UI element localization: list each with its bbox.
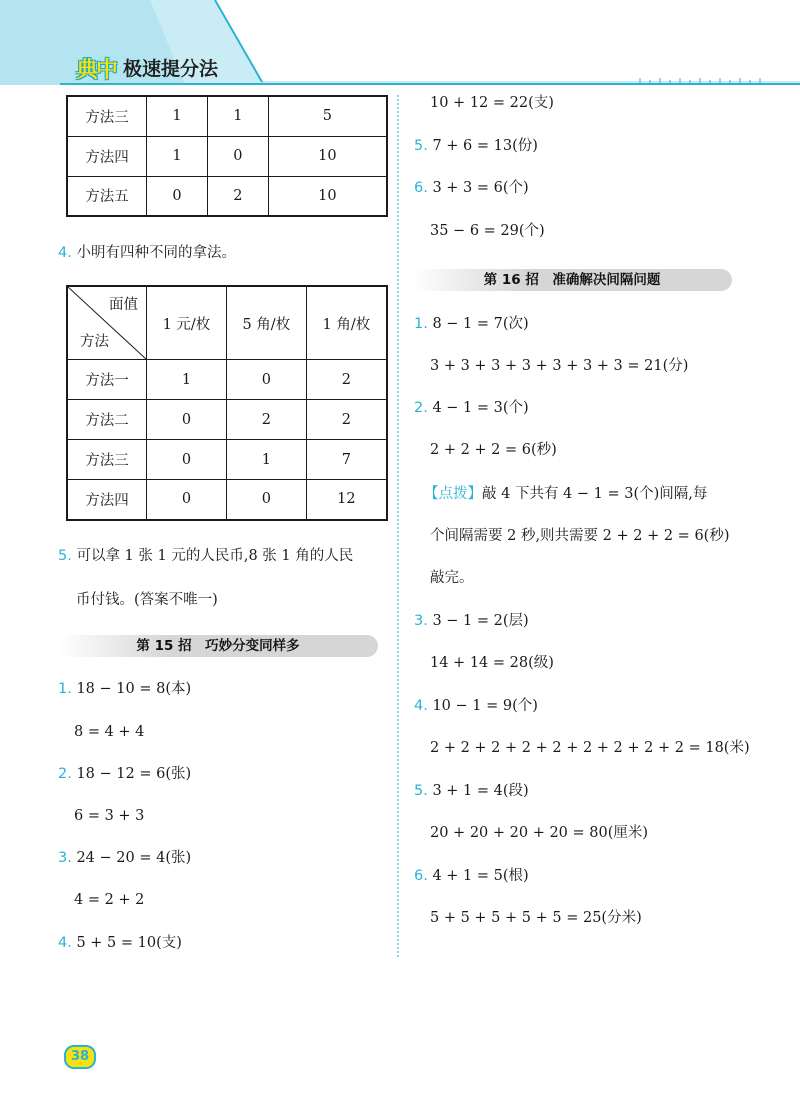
table-cell: 方法二 [67,400,147,440]
hint-line-2: 个间隔需要 2 秒,则共需要 2 + 2 + 2 = 6(秒) [430,528,730,544]
book-title: 极速提分法 [123,58,219,80]
answer-5-cont: 币付钱。(答案不唯一) [76,592,218,608]
diag-bottom-label: 方法 [80,334,109,350]
hint-line-1 [424,484,707,504]
series-logo: 典中 [76,58,117,83]
question-number: 5. [58,548,72,564]
question-number: 2. [414,400,428,416]
answer-text: 3 + 3 = 6(个) [432,180,529,196]
answer-text: 18 − 12 = 6(张) [76,766,192,782]
question-number: 1. [414,316,428,332]
answer-text: 小明有四种不同的拿法。 [76,245,236,261]
answer-line [414,314,529,334]
column-header: 1 元/枚 [147,286,227,360]
question-number: 6. [414,868,428,884]
answer-4 [58,243,236,263]
question-number: 3. [58,850,72,866]
answer-line [58,679,191,699]
table-cell: 方法四 [67,136,147,176]
question-number: 2. [58,766,72,782]
table-cell: 0 [207,136,268,176]
answer-text: 4 + 1 = 5(根) [432,868,529,884]
column-divider [397,95,399,957]
question-number: 5. [414,783,428,799]
table-cell: 10 [268,136,387,176]
question-number: 3. [414,613,428,629]
table-cell: 方法四 [67,480,147,520]
section-heading-15: 第 15 招 巧妙分变同样多 [58,635,378,657]
page-number: 38 [64,1045,96,1069]
answer-line: 2 + 2 + 2 = 6(秒) [430,442,557,458]
answer-line [414,781,529,801]
section-heading-16: 第 16 招 准确解决间隔问题 [412,269,732,291]
answer-text: 5 + 5 = 10(支) [76,935,182,951]
table-cell: 0 [226,480,306,520]
table-cell: 7 [306,440,387,480]
answer-line [58,764,191,784]
answer-line [58,933,182,953]
answer-line: 6 = 3 + 3 [74,808,145,824]
column-header: 5 角/枚 [226,286,306,360]
question-number: 1. [58,681,72,697]
table-cell: 2 [306,360,387,400]
hint-text: 敲 4 下共有 4 − 1 = 3(个)间隔,每 [482,486,708,502]
hint-line-3: 敲完。 [430,570,474,586]
answer-line [414,611,529,631]
answer-text: 4 − 1 = 3(个) [432,400,529,416]
answer-text: 可以拿 1 张 1 元的人民币,8 张 1 角的人民 [76,548,354,564]
table-row [67,400,387,440]
answer-line [414,866,529,886]
table-cell: 0 [147,440,227,480]
answer-line: 35 − 6 = 29(个) [430,223,545,239]
table-cell: 2 [207,176,268,216]
table-cell: 1 [147,96,208,136]
table-cell: 方法三 [67,440,147,480]
diagonal-header-cell [67,286,147,360]
table-cell: 5 [268,96,387,136]
question-number: 6. [414,180,428,196]
table-cell: 方法三 [67,96,147,136]
methods-table-continued [66,95,388,217]
question-number: 4. [414,698,428,714]
question-number: 5. [414,138,428,154]
hint-label: 【点拨】 [424,486,482,502]
table-row [67,480,387,520]
table-row [67,440,387,480]
answer-line: 5 + 5 + 5 + 5 + 5 = 25(分米) [430,910,642,926]
header-decoration [0,0,800,95]
table-cell: 方法一 [67,360,147,400]
table-cell: 1 [207,96,268,136]
table-cell: 0 [226,360,306,400]
answer-text: 7 + 6 = 13(份) [432,138,538,154]
table-cell: 1 [226,440,306,480]
table-cell: 1 [147,360,227,400]
answer-line: 20 + 20 + 20 + 20 = 80(厘米) [430,825,649,841]
table-cell: 0 [147,176,208,216]
answer-line [414,178,529,198]
table-cell: 方法五 [67,176,147,216]
table-header-row [67,286,387,360]
answer-text: 10 − 1 = 9(个) [432,698,538,714]
table-row [67,96,387,136]
answer-text: 24 − 20 = 4(张) [76,850,192,866]
answer-text: 3 − 1 = 2(层) [432,613,529,629]
answer-text: 3 + 1 = 4(段) [432,783,529,799]
answer-line [58,848,191,868]
table-row [67,136,387,176]
table-row [67,176,387,216]
answer-text: 18 − 10 = 8(本) [76,681,192,697]
answer-line [414,136,538,156]
answer-line: 14 + 14 = 28(级) [430,655,554,671]
table-cell: 2 [306,400,387,440]
table-cell: 2 [226,400,306,440]
diag-top-label: 面值 [109,297,138,313]
column-header: 1 角/枚 [306,286,387,360]
table-cell: 0 [147,400,227,440]
answer-text: 8 − 1 = 7(次) [432,316,529,332]
page-header [0,0,800,95]
table-row [67,360,387,400]
answer-line: 8 = 4 + 4 [74,724,145,740]
table-cell: 1 [147,136,208,176]
table-cell: 0 [147,480,227,520]
question-number: 4. [58,245,72,261]
answer-line: 4 = 2 + 2 [74,892,145,908]
answer-line: 3 + 3 + 3 + 3 + 3 + 3 + 3 = 21(分) [430,358,689,374]
answer-line [414,696,538,716]
table-cell: 10 [268,176,387,216]
answer-line: 2 + 2 + 2 + 2 + 2 + 2 + 2 + 2 + 2 = 18(米) [430,740,750,756]
answer-line [414,398,529,418]
answer-line: 10 + 12 = 22(支) [430,95,554,111]
methods-table [66,285,388,521]
question-number: 4. [58,935,72,951]
table-cell: 12 [306,480,387,520]
answer-5 [58,546,353,566]
